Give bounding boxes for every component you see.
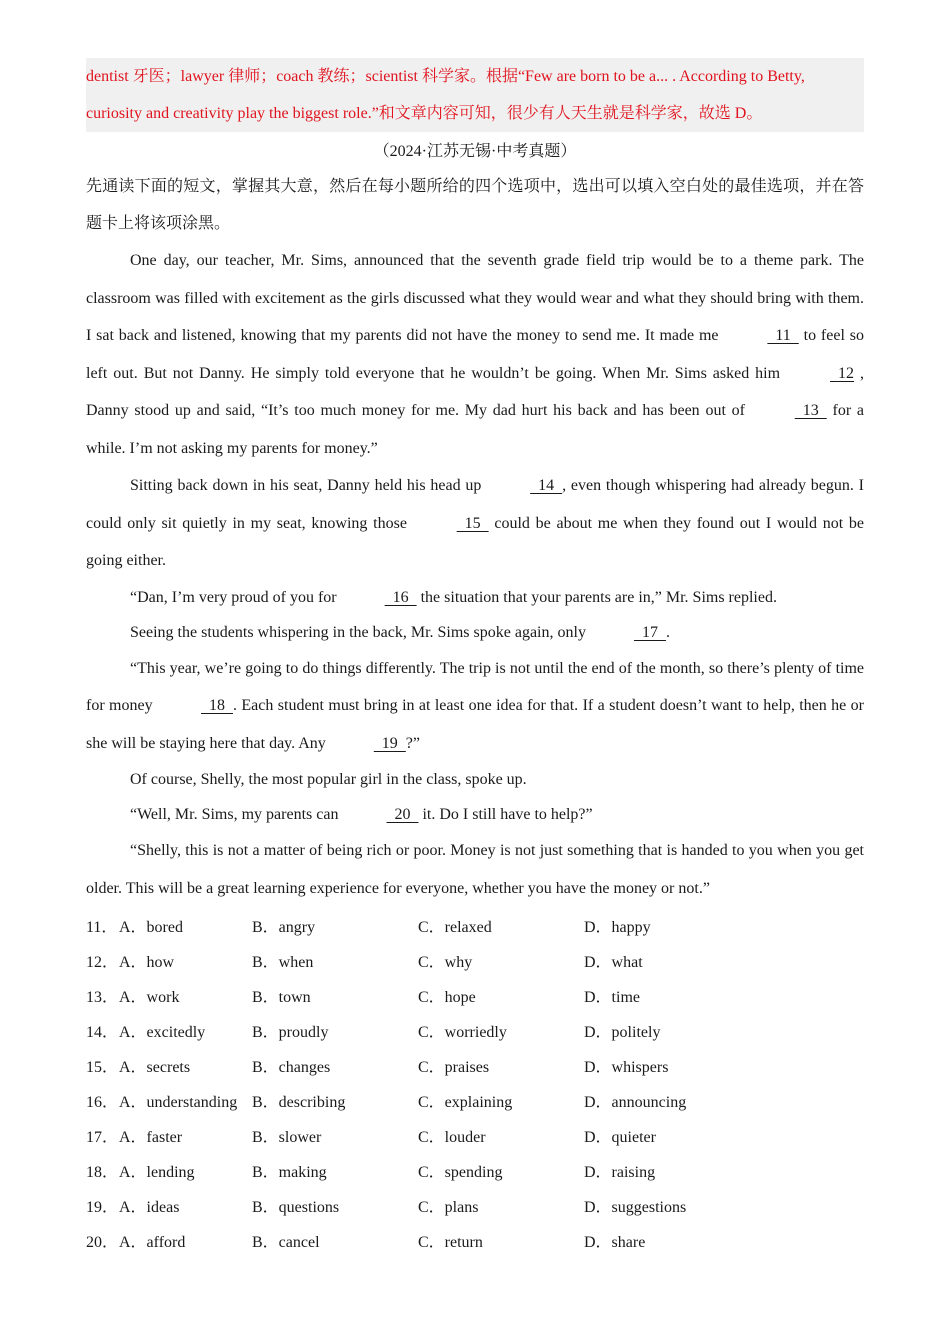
option-a[interactable]: A．faster — [119, 1129, 183, 1146]
option-row: 18． A．lending B．making C．spending D．raising — [86, 1155, 864, 1190]
option-b[interactable]: B．making — [252, 1164, 327, 1181]
option-b[interactable]: B．town — [252, 989, 311, 1006]
document-page — [86, 58, 864, 1260]
option-a[interactable]: A．excitedly — [119, 1024, 206, 1041]
option-a[interactable]: A．understanding — [119, 1094, 238, 1111]
passage-paragraph-6: Of course, Shelly, the most popular girl in the class, spoke up. — [130, 771, 527, 788]
blank-13: 13 — [794, 402, 827, 419]
option-d[interactable]: D．suggestions — [584, 1199, 687, 1216]
blank-17: 17 — [633, 623, 666, 641]
blank-15: 15 — [456, 514, 489, 532]
option-a[interactable]: A．work — [119, 989, 180, 1006]
blank-12: 12 — [830, 364, 855, 382]
option-c[interactable]: C．return — [418, 1234, 483, 1251]
passage-paragraph-4: Seeing the students whispering in the back, Mr. Sims spoke again, only 17 . — [86, 615, 864, 650]
option-b[interactable]: B．changes — [252, 1059, 331, 1076]
option-c[interactable]: C．explaining — [418, 1094, 513, 1111]
option-d[interactable]: D．happy — [584, 919, 651, 936]
option-row: 16． A．understanding B．describing C．explaining D．announcing — [86, 1085, 864, 1120]
option-d[interactable]: D．share — [584, 1234, 646, 1251]
option-d[interactable]: D．raising — [584, 1164, 656, 1181]
option-c[interactable]: C．plans — [418, 1199, 479, 1216]
option-b[interactable]: B．questions — [252, 1199, 340, 1216]
option-row: 13． A．work B．town C．hope D．time — [86, 980, 864, 1015]
option-c[interactable]: C．relaxed — [418, 919, 492, 936]
answer-line-1: dentist 牙医；lawyer 律师；coach 教练；scientist 科学家。根据“Few are born to be a... . According to Betty, — [86, 68, 805, 85]
passage-paragraph-8: “Shelly, this is not a matter of being rich or poor. Money is not just something that is handed to you when you get older. This will be a great learning experience for everyone, whether you have the money or not.” — [86, 842, 864, 897]
option-row: 17． A．faster B．slower C．louder D．quieter — [86, 1120, 864, 1155]
option-d[interactable]: D．what — [584, 954, 643, 971]
option-a[interactable]: A．afford — [119, 1234, 186, 1251]
blank-16: 16 — [384, 588, 417, 606]
instructions: 先通读下面的短文，掌握其大意，然后在每小题所给的四个选项中，选出可以填入空白处的最佳选项，并在答题卡上将该项涂黑。 — [86, 178, 864, 232]
option-c[interactable]: C．praises — [418, 1059, 490, 1076]
blank-20: 20 — [386, 806, 419, 823]
option-a[interactable]: A．lending — [119, 1164, 195, 1181]
passage-paragraph-3: “Dan, I’m very proud of you for 16 the situation that your parents are in,” Mr. Sims replied. — [86, 580, 864, 615]
option-b[interactable]: B．describing — [252, 1094, 346, 1111]
option-b[interactable]: B．when — [252, 954, 314, 971]
answer-explanation — [86, 58, 864, 132]
option-a[interactable]: A．ideas — [119, 1199, 180, 1216]
option-b[interactable]: B．slower — [252, 1129, 322, 1146]
option-d[interactable]: D．announcing — [584, 1094, 687, 1111]
option-c[interactable]: C．louder — [418, 1129, 486, 1146]
option-b[interactable]: B．proudly — [252, 1024, 329, 1041]
blank-14: 14 — [530, 477, 563, 494]
option-c[interactable]: C．spending — [418, 1164, 503, 1181]
option-d[interactable]: D．politely — [584, 1024, 661, 1041]
option-row: 14． A．excitedly B．proudly C．worriedly D．politely — [86, 1015, 864, 1050]
option-a[interactable]: A．bored — [119, 919, 183, 936]
option-row: 12． A．how B．when C．why D．what — [86, 945, 864, 980]
option-b[interactable]: B．cancel — [252, 1234, 320, 1251]
passage-paragraph-1: One day, our teacher, Mr. Sims, announced that the seventh grade field trip would be to a theme park. The classroom was filled with excitement as the girls discussed what they would wear and what they should bring with them. I sat back and listened, knowing that my parents did not have the money to send me. It made me 11 to feel so left out. But not Danny. He simply told everyone that he wouldn’t be going. When Mr. Sims asked him 12 , Danny stood up and said, “It’s too much money for me. My dad hurt his back and has been out of 13 for a while. I’m not asking my parents for money.” — [86, 252, 865, 457]
blank-19: 19 — [373, 734, 406, 752]
option-b[interactable]: B．angry — [252, 919, 316, 936]
passage-paragraph-7: “Well, Mr. Sims, my parents can 20 it. Do I still have to help?” — [86, 797, 864, 832]
options-list — [86, 910, 864, 1260]
option-row: 20． A．afford B．cancel C．return D．share — [86, 1225, 864, 1260]
blank-11: 11 — [767, 327, 799, 344]
option-row: 11． A．bored B．angry C．relaxed D．happy — [86, 910, 864, 945]
option-c[interactable]: C．hope — [418, 989, 476, 1006]
option-row: 19． A．ideas B．questions C．plans D．suggestions — [86, 1190, 864, 1225]
passage-paragraph-2: Sitting back down in his seat, Danny held his head up 14 , even though whispering had already begun. I could only sit quietly in my seat, knowing those 15 could be about me when they found out I would not be going either. — [86, 467, 864, 580]
option-a[interactable]: A．how — [119, 954, 175, 971]
option-row: 15． A．secrets B．changes C．praises D．whispers — [86, 1050, 864, 1085]
option-a[interactable]: A．secrets — [119, 1059, 191, 1076]
option-d[interactable]: D．whispers — [584, 1059, 669, 1076]
answer-line-2: curiosity and creativity play the biggest role.”和文章内容可知，很少有人天生就是科学家，故选 D。 — [86, 105, 763, 122]
passage-paragraph-5: “This year, we’re going to do things differently. The trip is not until the end of the month, so there’s plenty of time for money 18 . Each student must bring in at least one idea for that. If a student doesn’t want to help, then he or she will be staying here that day. Any 19 ?” — [86, 650, 864, 763]
question-source: （2024·江苏无锡·中考真题） — [373, 143, 577, 160]
option-c[interactable]: C．worriedly — [418, 1024, 507, 1041]
option-d[interactable]: D．time — [584, 989, 640, 1006]
blank-18: 18 — [201, 697, 233, 714]
option-c[interactable]: C．why — [418, 954, 473, 971]
option-d[interactable]: D．quieter — [584, 1129, 656, 1146]
